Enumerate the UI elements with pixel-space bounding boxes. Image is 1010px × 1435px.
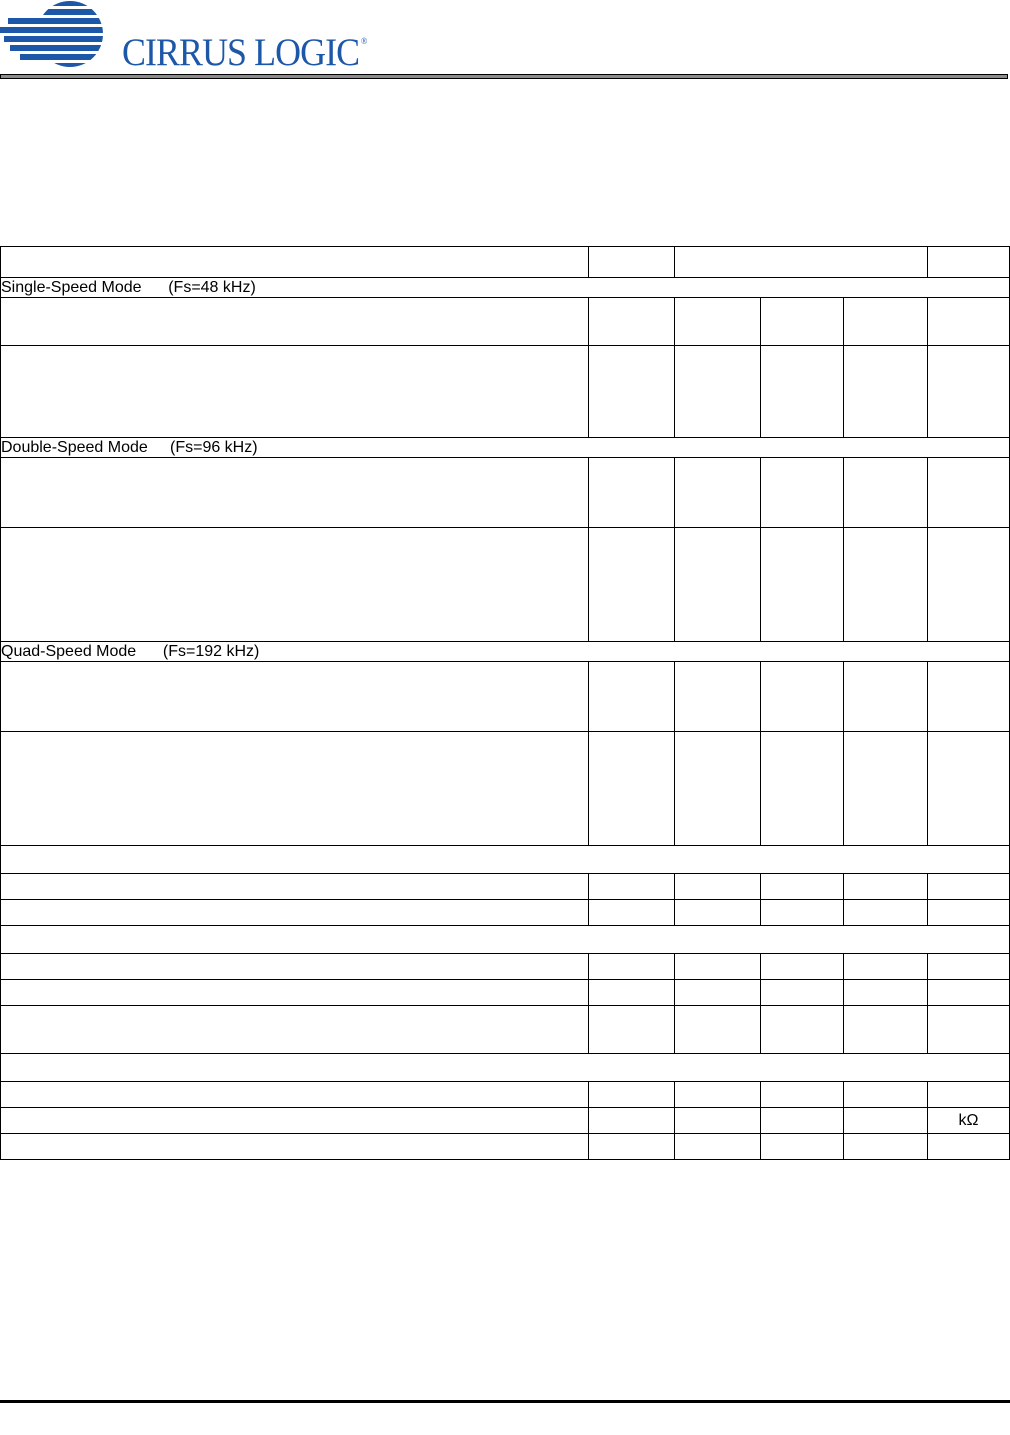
brand-name: CIRRUS LOGIC xyxy=(122,31,360,74)
section-row-double-speed xyxy=(1,438,1010,458)
section-title: Single-Speed Mode (Fs=48 kHz) xyxy=(1,278,1010,298)
table-row xyxy=(1,662,1010,732)
section-row xyxy=(1,1054,1010,1082)
unit-header-cell xyxy=(928,247,1010,278)
section-title: Quad-Speed Mode (Fs=192 kHz) xyxy=(1,642,1010,662)
cirrus-logic-logo xyxy=(0,0,400,72)
section-row-quad-speed xyxy=(1,642,1010,662)
brand-wordmark xyxy=(122,30,366,75)
table-row xyxy=(1,1006,1010,1054)
table-row xyxy=(1,980,1010,1006)
impedance-unit-cell: kΩ xyxy=(928,1108,1010,1134)
table-row xyxy=(1,346,1010,438)
section-title: Double-Speed Mode (Fs=96 kHz) xyxy=(1,438,1010,458)
section-row-single-speed xyxy=(1,278,1010,298)
table-header-row xyxy=(1,247,1010,278)
table-row xyxy=(1,900,1010,926)
symbol-header-cell xyxy=(589,247,675,278)
parameter-header-cell xyxy=(1,247,589,278)
table-row xyxy=(1,298,1010,346)
table-row xyxy=(1,528,1010,642)
section-row xyxy=(1,846,1010,874)
table-row xyxy=(1,1108,1010,1134)
table-row xyxy=(1,1134,1010,1160)
footer-rule xyxy=(0,1400,1010,1403)
registered-mark: ® xyxy=(361,36,367,46)
table-row xyxy=(1,1082,1010,1108)
section-row xyxy=(1,926,1010,954)
table-row xyxy=(1,874,1010,900)
table-row xyxy=(1,954,1010,980)
table-row xyxy=(1,732,1010,846)
logo-mark-icon xyxy=(0,0,120,72)
header-rule xyxy=(0,74,1008,79)
table-row xyxy=(1,458,1010,528)
spec-table xyxy=(0,246,1010,1160)
values-header-cell xyxy=(675,247,928,278)
